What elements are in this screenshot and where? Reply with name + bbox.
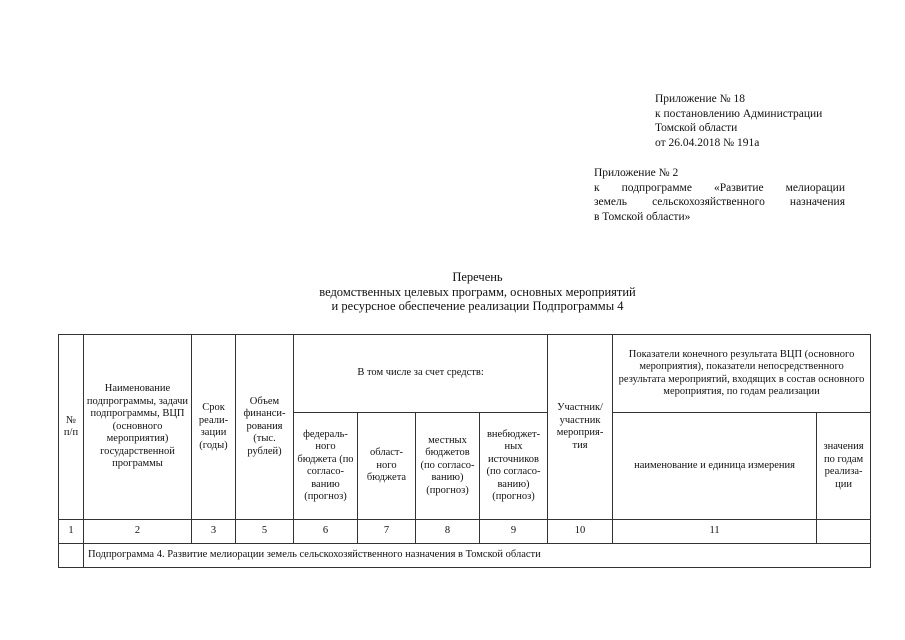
header-regional: област-ного бюджета (358, 413, 416, 520)
column-number: 9 (480, 520, 548, 544)
subprogram-title: Подпрограмма 4. Развитие мелиорации земель сельскохозяйственного назначения в Томской области (84, 544, 871, 568)
subprogram-num-cell (59, 544, 84, 568)
header-indicator-name: наименование и единица измерения (613, 413, 817, 520)
appendix-18-line: Томской области (655, 122, 738, 134)
column-number: 7 (358, 520, 416, 544)
appendix-18-line: Приложение № 18 (655, 93, 745, 105)
column-number: 2 (84, 520, 192, 544)
header-row-1 (59, 335, 871, 413)
program-table (58, 334, 871, 568)
column-number: 3 (192, 520, 236, 544)
header-local: местных бюджетов (по согласо-ванию) (прогноз) (416, 413, 480, 520)
appendix-2-block (594, 166, 845, 224)
header-including: В том числе за счет средств: (294, 335, 548, 413)
appendix-18-line: от 26.04.2018 № 191а (655, 136, 760, 149)
subprogram-row (59, 544, 871, 568)
column-number: 11 (613, 520, 817, 544)
title-line: ведомственных целевых программ, основных мероприятий (319, 284, 636, 299)
appendix-2-line: земель сельскохозяйственного назначения (594, 196, 845, 208)
header-indicators: Показатели конечного результата ВЦП (основного мероприятия), показатели непосредственного результата мероприятий, входящих в состав основного мероприятия, по годам реализации (613, 335, 871, 413)
title-line: и ресурсное обеспечение реализации Подпрограммы 4 (331, 299, 624, 313)
header-indicator-values: значения по годам реализа-ции (817, 413, 871, 520)
appendix-18-line: к постановлению Администрации (655, 107, 823, 120)
appendix-2-line: Приложение № 2 (594, 167, 679, 179)
column-number: 10 (548, 520, 613, 544)
title-line: Перечень (452, 270, 503, 284)
column-number: 5 (236, 520, 294, 544)
appendix-2-line: к подпрограмме «Развитие мелиорации (594, 181, 845, 194)
header-participant: Участник/ участник мероприя-тия (548, 335, 613, 520)
column-number: 8 (416, 520, 480, 544)
header-num: № п/п (59, 335, 84, 520)
header-name: Наименование подпрограммы, задачи подпрограммы, ВЦП (основного мероприятия) государственной программы (84, 335, 192, 520)
header-federal: федераль-ного бюджета (по согласо-ванию (прогноз) (294, 413, 358, 520)
header-term: Срок реали-зации (годы) (192, 335, 236, 520)
appendix-18-block (655, 92, 855, 150)
document-title (180, 270, 775, 314)
column-numbers-row (59, 520, 871, 544)
column-number: 6 (294, 520, 358, 544)
column-number (817, 520, 871, 544)
header-extra: внебюджет-ных источников (по согласо-ванию) (прогноз) (480, 413, 548, 520)
column-number: 1 (59, 520, 84, 544)
header-volume: Объем финанси-рования (тыс. рублей) (236, 335, 294, 520)
appendix-2-line: в Томской области» (594, 210, 691, 223)
